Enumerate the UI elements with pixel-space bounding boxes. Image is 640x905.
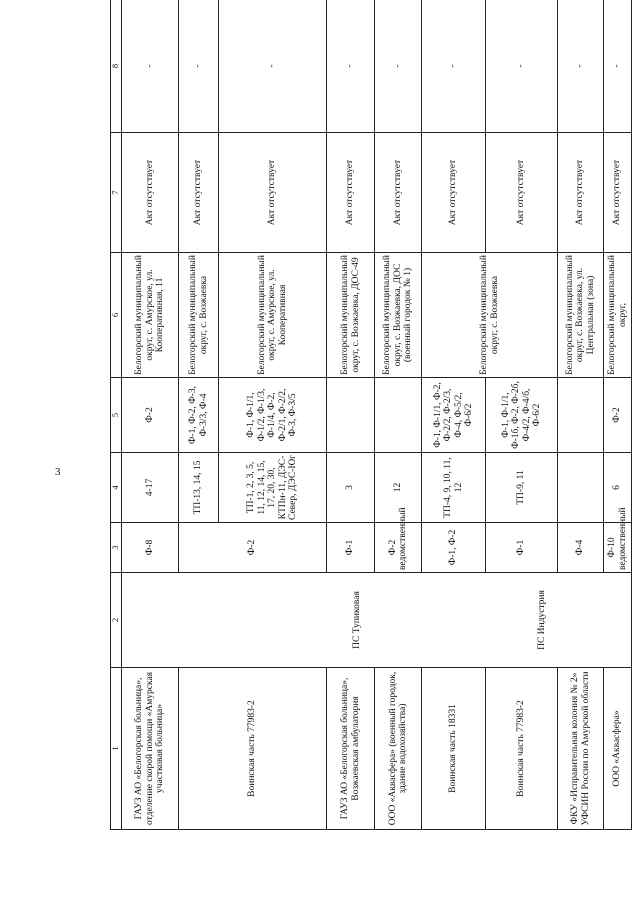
tp-cell: ТП-13, 14, 15 (179, 453, 219, 523)
note-cell: - (327, 0, 375, 133)
line-cell: Ф-2 (122, 378, 179, 453)
consumer-cell: ГАУЗ АО «Белогорская больница», отделение скорой помощи «Амурская участковая больница» (122, 668, 179, 830)
header-cell: 6 (111, 253, 122, 378)
line-cell: Ф-1, Ф-1/1, Ф-1б, Ф-2, Ф-2б, Ф-4/2, Ф-4/б, Ф-6/2 (486, 378, 558, 453)
act-cell: Акт отсутствует (604, 133, 632, 253)
feeder-cell: Ф-1, Ф-2 (422, 523, 486, 573)
header-cell: 1 (111, 668, 122, 830)
note-cell: - (604, 0, 632, 133)
note-cell: - (219, 0, 327, 133)
table-row (486, 0, 558, 830)
rotated-table-container (110, 0, 628, 830)
substation-cell (122, 573, 632, 668)
header-cell: 4 (111, 453, 122, 523)
tp-cell: 3 (327, 453, 375, 523)
address-cell: Белогорский муниципальный округ, с. Возжаевка (422, 253, 558, 378)
consumer-cell: ООО «Аквасфера» (военный городок, здание водохозяйства) (375, 668, 422, 830)
header-cell: 2 (111, 573, 122, 668)
consumer-cell: Воинская часть 18331 (422, 668, 486, 830)
note-cell: - (179, 0, 219, 133)
tp-cell: 12 (375, 453, 422, 523)
tp-cell (558, 453, 604, 523)
tp-cell: 4-17 (122, 453, 179, 523)
header-cell: 7 (111, 133, 122, 253)
feeder-cell: Ф-2 ведомственный (375, 523, 422, 573)
substation-label: ПС Индустрия (537, 590, 547, 650)
line-cell: Ф-1, Ф-1/1, Ф-1/2, Ф-1/3, Ф-1/4, Ф-2, Ф-2/1, Ф-2/2, Ф-3, Ф-3/5 (219, 378, 327, 453)
act-cell: Акт отсутствует (327, 133, 375, 253)
table-row (327, 0, 375, 830)
line-cell (327, 378, 375, 453)
line-cell (375, 378, 422, 453)
header-cell: 5 (111, 378, 122, 453)
address-cell: Белогорский муниципальный округ, с. Возжаевка, ДОС-49 (327, 253, 375, 378)
tp-cell: ТП-1, 2, 3, 5, 11, 12, 14, 15, 17, 20, 30, КТПн-11, ДЭС-Север, ДЭС-Юг (219, 453, 327, 523)
note-cell: - (486, 0, 558, 133)
note-cell: - (422, 0, 486, 133)
act-cell: Акт отсутствует (179, 133, 219, 253)
feeder-cell: Ф-2 (179, 523, 327, 573)
table-row (375, 0, 422, 830)
substation-label: ПС Тупиковая (352, 591, 362, 649)
consumer-cell: Воинская часть 77983-2 (179, 668, 327, 830)
act-cell: Акт отсутствует (558, 133, 604, 253)
act-cell: Акт отсутствует (375, 133, 422, 253)
act-cell: Акт отсутствует (122, 133, 179, 253)
note-cell: - (558, 0, 604, 133)
consumer-cell: ГАУЗ АО «Белогорская больница», Возжаевская амбулатория (327, 668, 375, 830)
table-row (122, 0, 179, 830)
line-cell (558, 378, 604, 453)
feeder-cell: Ф-8 (122, 523, 179, 573)
act-cell: Акт отсутствует (422, 133, 486, 253)
feeder-cell: Ф-1 (327, 523, 375, 573)
feeder-cell: Ф-10 ведомственный (604, 523, 632, 573)
address-cell: Белогорский муниципальный округ, с. Возжаевка (179, 253, 219, 378)
note-cell: - (375, 0, 422, 133)
header-cell: 3 (111, 523, 122, 573)
data-table (110, 0, 632, 830)
note-cell: - (122, 0, 179, 133)
line-cell: Ф-1, Ф-1/1, Ф-2, Ф-2/2, Ф-2/3, Ф-4, Ф-5/2, Ф-6/2 (422, 378, 486, 453)
address-cell: Белогорский муниципальный округ, с. Возжаевка, ул. Центральная (зона) (558, 253, 604, 378)
feeder-cell: Ф-4 (558, 523, 604, 573)
address-cell: Белогорский муниципальный округ, с. Возжаевка, ДОС (военный городок № 1) (375, 253, 422, 378)
table-row (604, 0, 632, 830)
table-row (179, 0, 219, 830)
header-row (111, 0, 122, 830)
address-cell: Белогорский муниципальный округ, (604, 253, 632, 378)
tp-cell: ТП-9, 11 (486, 453, 558, 523)
line-cell: Ф-2 (604, 378, 632, 453)
consumer-cell: ООО «Аквасфера» (604, 668, 632, 830)
header-cell: 8 (111, 0, 122, 133)
address-cell: Белогорский муниципальный округ, с. Амурское, ул. Кооперативная (219, 253, 327, 378)
feeder-cell: Ф-1 (486, 523, 558, 573)
consumer-cell: ФКУ «Исправительная колония № 2» УФСИН России по Амурской области (558, 668, 604, 830)
table-row (422, 0, 486, 830)
act-cell: Акт отсутствует (486, 133, 558, 253)
table-row (558, 0, 604, 830)
act-cell: Акт отсутствует (219, 133, 327, 253)
line-cell: Ф-1, Ф-2, Ф-3, Ф-3/3, Ф-4 (179, 378, 219, 453)
address-cell: Белогорский муниципальный округ, с. Амурское, ул. Кооперативная, 11 (122, 253, 179, 378)
consumer-cell: Воинская часть 77983-2 (486, 668, 558, 830)
tp-cell: 6 (604, 453, 632, 523)
page-number: 3 (55, 466, 61, 478)
tp-cell: ТП-4, 9, 10, 11, 12 (422, 453, 486, 523)
